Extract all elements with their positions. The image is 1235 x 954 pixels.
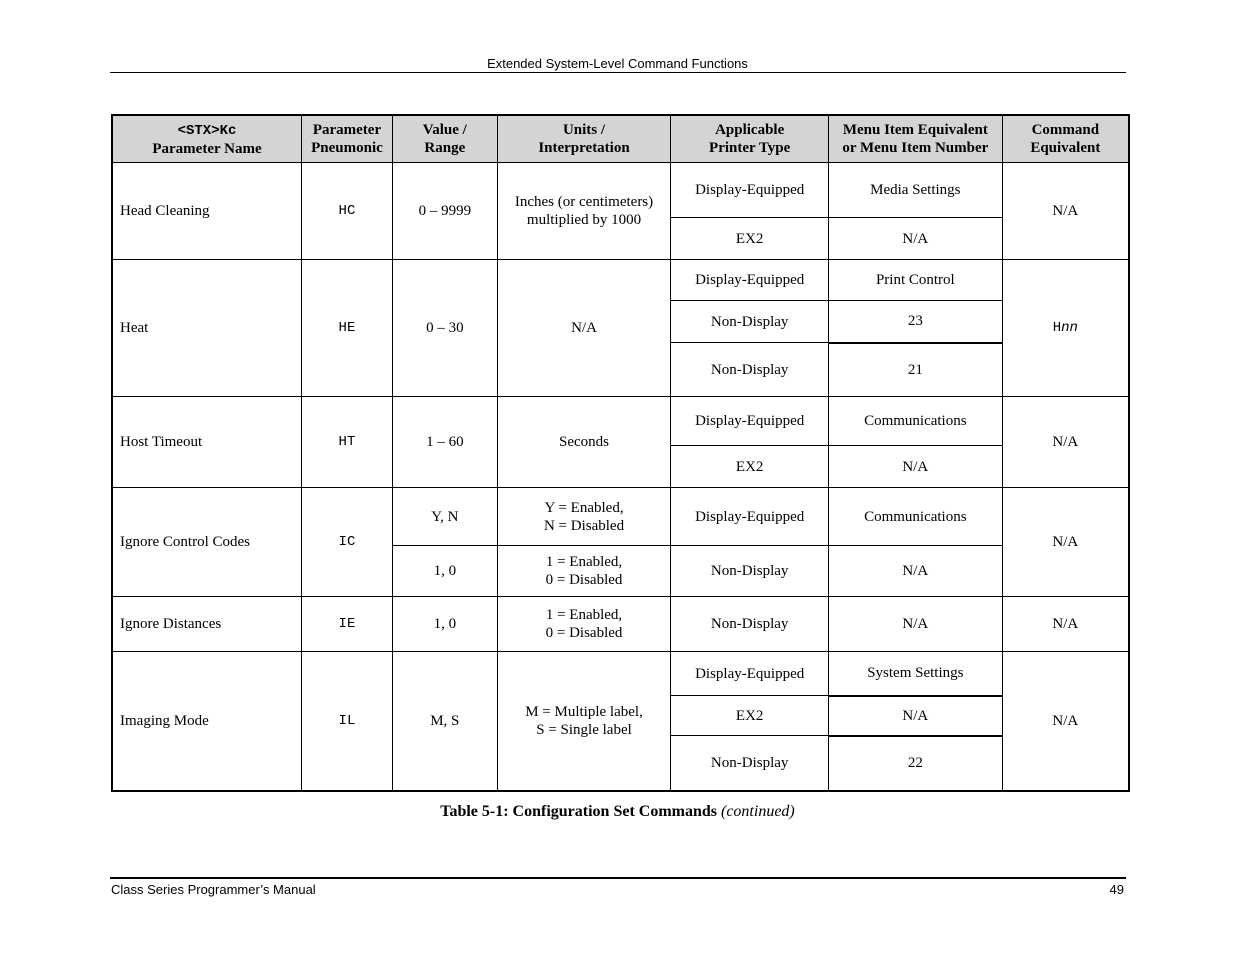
header-printer-type: Applicable Printer Type [671,115,829,163]
units-cell: M = Multiple label, S = Single label [497,652,671,791]
menu-item-cell: System Settings [828,652,1002,696]
param-name-cell: Imaging Mode [112,652,301,791]
menu-item-cell: 22 [828,736,1002,791]
printer-type-cell: Non-Display [671,736,829,791]
table-caption: Table 5-1: Configuration Set Commands (continued) [440,803,795,820]
param-code-cell: HT [301,397,392,488]
menu-item-cell: N/A [828,218,1002,260]
range-cell: 1, 0 [392,597,497,652]
command-cell: N/A [1002,488,1129,597]
footer-rule [110,877,1126,879]
param-code-cell: HC [301,163,392,260]
table-header-row [112,115,1129,163]
command-cell: N/A [1002,397,1129,488]
command-cell: N/A [1002,652,1129,791]
menu-item-cell: 21 [828,343,1002,397]
configuration-table [111,114,1130,792]
table-row [112,163,1129,218]
printer-type-cell: EX2 [671,696,829,736]
range-cell: M, S [392,652,497,791]
units-cell: 1 = Enabled, 0 = Disabled [497,597,671,652]
range-cell: 1, 0 [392,546,497,597]
command-cell: Hnn [1002,260,1129,397]
table-row [112,260,1129,301]
header-command-equivalent: Command Equivalent [1002,115,1129,163]
command-cell: N/A [1002,597,1129,652]
menu-item-cell: N/A [828,446,1002,488]
menu-item-cell: Print Control [828,260,1002,301]
printer-type-cell: Display-Equipped [671,163,829,218]
page-header-title: Extended System-Level Command Functions [487,56,748,71]
menu-item-cell: Communications [828,397,1002,446]
param-name-cell: Ignore Distances [112,597,301,652]
header-value-range: Value / Range [392,115,497,163]
param-name-cell: Host Timeout [112,397,301,488]
param-name-cell: Head Cleaning [112,163,301,260]
menu-item-cell: N/A [828,597,1002,652]
units-cell: N/A [497,260,671,397]
footer-page-number: 49 [1109,882,1124,897]
range-cell: 0 – 30 [392,260,497,397]
header-parameter-name: <STX>Kc Parameter Name [112,115,301,163]
range-cell: Y, N [392,488,497,546]
printer-type-cell: Display-Equipped [671,488,829,546]
menu-item-cell: N/A [828,546,1002,597]
header-units: Units / Interpretation [497,115,671,163]
units-cell: Y = Enabled, N = Disabled [497,488,671,546]
param-code-cell: HE [301,260,392,397]
menu-item-cell: 23 [828,301,1002,343]
header-menu-item: Menu Item Equivalent or Menu Item Number [828,115,1002,163]
printer-type-cell: Non-Display [671,546,829,597]
param-code-cell: IC [301,488,392,597]
header-parameter-pneumonic: Parameter Pneumonic [301,115,392,163]
param-name-cell: Heat [112,260,301,397]
footer-manual-title: Class Series Programmer’s Manual [111,882,316,897]
units-cell: Seconds [497,397,671,488]
units-cell: 1 = Enabled, 0 = Disabled [497,546,671,597]
table-row [112,488,1129,546]
header-rule [110,72,1126,73]
printer-type-cell: Non-Display [671,343,829,397]
param-code-cell: IL [301,652,392,791]
printer-type-cell: Non-Display [671,301,829,343]
table-row [112,597,1129,652]
range-cell: 1 – 60 [392,397,497,488]
printer-type-cell: EX2 [671,446,829,488]
printer-type-cell: Display-Equipped [671,397,829,446]
printer-type-cell: Non-Display [671,597,829,652]
menu-item-cell: N/A [828,696,1002,736]
printer-type-cell: EX2 [671,218,829,260]
units-cell: Inches (or centimeters) multiplied by 1000 [497,163,671,260]
range-cell: 0 – 9999 [392,163,497,260]
param-code-cell: IE [301,597,392,652]
command-cell: N/A [1002,163,1129,260]
table-row [112,397,1129,446]
param-name-cell: Ignore Control Codes [112,488,301,597]
printer-type-cell: Display-Equipped [671,260,829,301]
menu-item-cell: Media Settings [828,163,1002,218]
menu-item-cell: Communications [828,488,1002,546]
printer-type-cell: Display-Equipped [671,652,829,696]
table-row [112,652,1129,696]
